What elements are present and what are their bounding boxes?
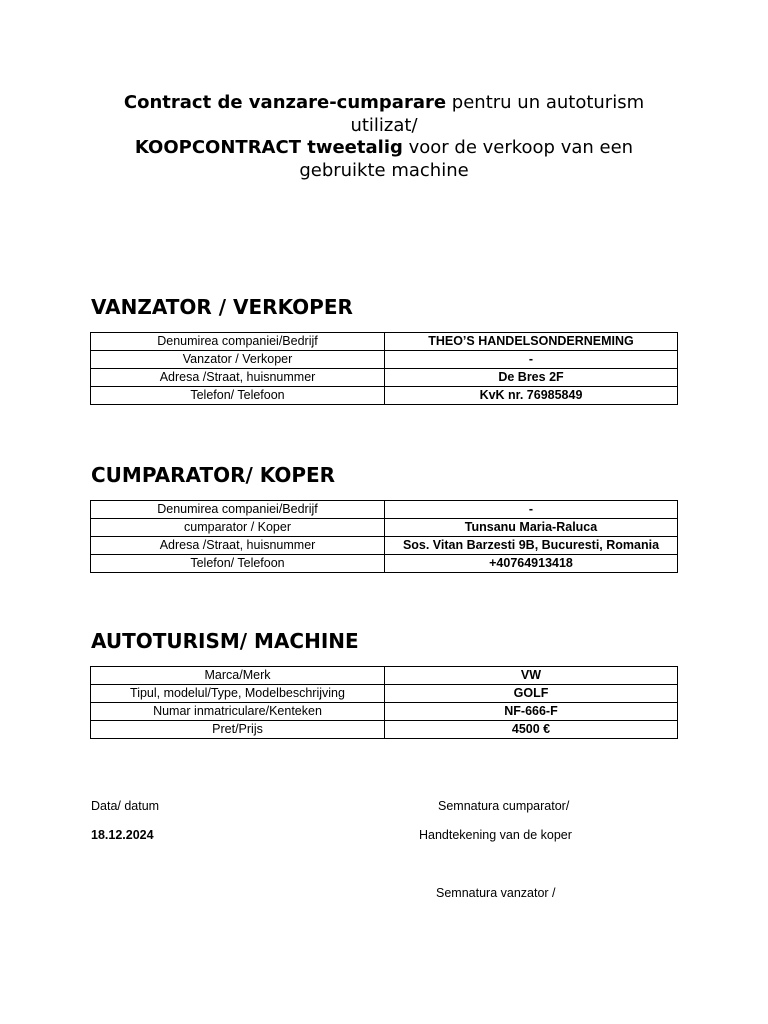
buyer-table — [90, 500, 678, 573]
row-label: Adresa /Straat, huisnummer — [91, 369, 385, 387]
row-label: Telefon/ Telefoon — [91, 387, 385, 405]
table-row — [91, 703, 678, 721]
date-label: Data/ datum — [91, 799, 160, 813]
table-row — [91, 351, 678, 369]
row-value: THEO’S HANDELSONDERNEMING — [385, 333, 678, 351]
row-label: Pret/Prijs — [91, 721, 385, 739]
row-value: KvK nr. 76985849 — [385, 387, 678, 405]
row-label: Adresa /Straat, huisnummer — [91, 537, 385, 555]
table-row — [91, 333, 678, 351]
table-row — [91, 667, 678, 685]
buyer-heading: CUMPARATOR/ KOPER — [91, 463, 336, 487]
row-value: GOLF — [385, 685, 678, 703]
row-value: - — [385, 351, 678, 369]
row-value: Sos. Vitan Barzesti 9B, Bucuresti, Romania — [385, 537, 678, 555]
row-value: 4500 € — [385, 721, 678, 739]
row-label: cumparator / Koper — [91, 519, 385, 537]
table-row — [91, 685, 678, 703]
seller-table — [90, 332, 678, 405]
vehicle-table — [90, 666, 678, 739]
row-label: Marca/Merk — [91, 667, 385, 685]
row-value: +40764913418 — [385, 555, 678, 573]
row-label: Tipul, modelul/Type, Modelbeschrijving — [91, 685, 385, 703]
title-line-1 — [100, 92, 668, 137]
row-label: Vanzator / Verkoper — [91, 351, 385, 369]
row-value: Tunsanu Maria-Raluca — [385, 519, 678, 537]
title-dutch-rest: voor de verkoop van een gebruikte machine — [299, 137, 634, 181]
row-value: - — [385, 501, 678, 519]
table-row — [91, 501, 678, 519]
table-row — [91, 387, 678, 405]
table-row — [91, 555, 678, 573]
row-value: NF-666-F — [385, 703, 678, 721]
buyer-signature-label-dutch: Handtekening van de koper — [419, 828, 572, 842]
title-line-2 — [100, 137, 668, 182]
table-row — [91, 721, 678, 739]
title-romanian-rest: pentru un autoturism utilizat/ — [350, 92, 645, 136]
seller-heading: VANZATOR / VERKOPER — [91, 295, 353, 319]
table-row — [91, 537, 678, 555]
row-value: VW — [385, 667, 678, 685]
table-row — [91, 369, 678, 387]
row-label: Telefon/ Telefoon — [91, 555, 385, 573]
table-row — [91, 519, 678, 537]
buyer-signature-label: Semnatura cumparator/ — [438, 799, 570, 813]
vehicle-heading: AUTOTURISM/ MACHINE — [91, 629, 359, 653]
row-label: Denumirea companiei/Bedrijf — [91, 501, 385, 519]
row-label: Numar inmatriculare/Kenteken — [91, 703, 385, 721]
seller-signature-label: Semnatura vanzator / — [436, 886, 556, 900]
title-romanian-bold: Contract de vanzare-cumparare — [123, 92, 447, 113]
row-label: Denumirea companiei/Bedrijf — [91, 333, 385, 351]
row-value: De Bres 2F — [385, 369, 678, 387]
title-dutch-bold: KOOPCONTRACT tweetalig — [134, 137, 403, 158]
date-value: 18.12.2024 — [91, 828, 154, 842]
document-title — [100, 92, 668, 182]
